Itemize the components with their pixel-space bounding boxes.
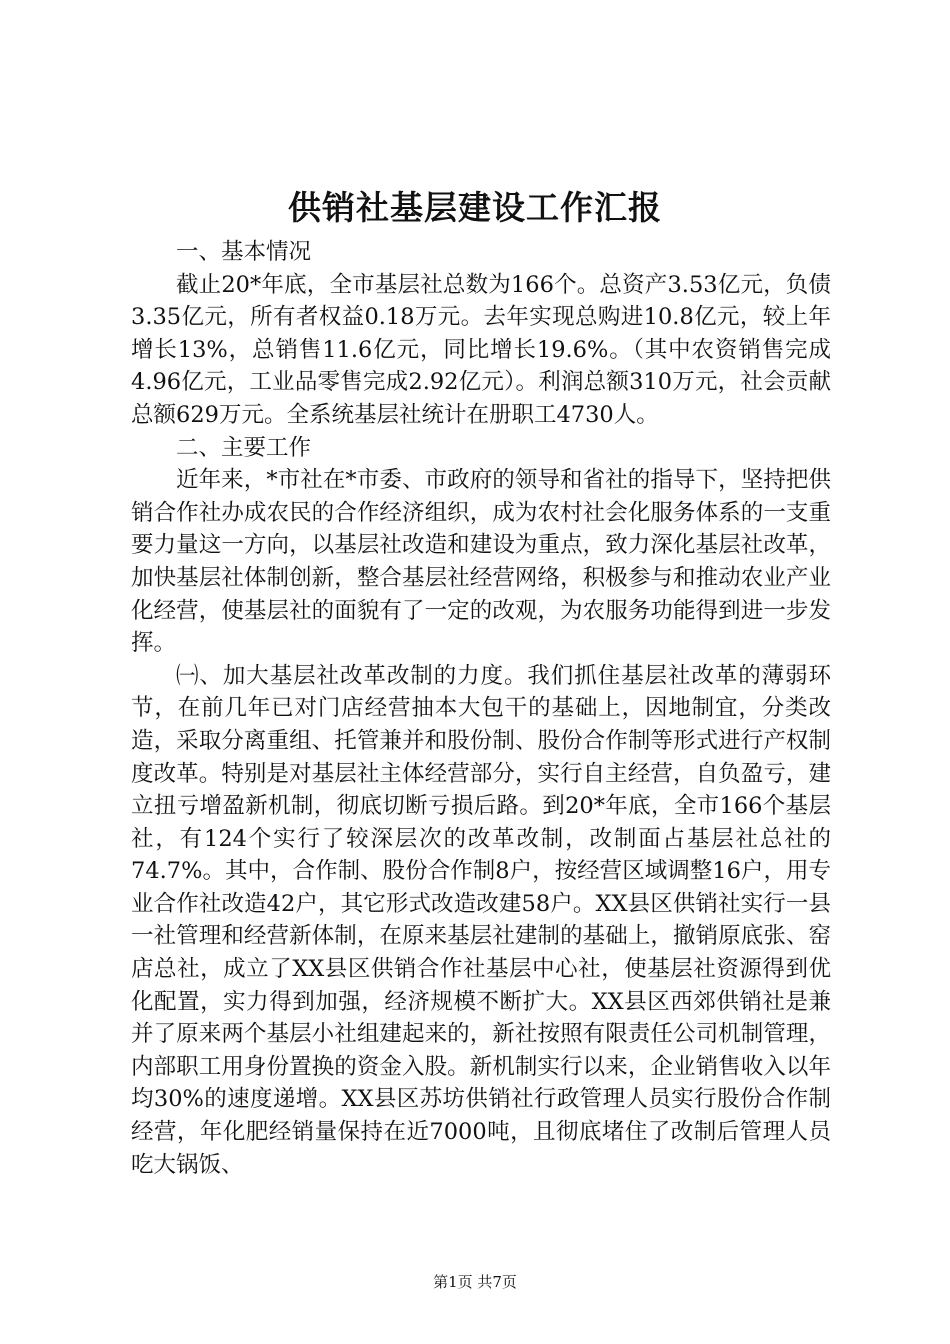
document-title: 供销社基层建设工作汇报	[288, 188, 662, 227]
section-heading-main-work: 二、主要工作	[176, 434, 312, 461]
document-body	[131, 236, 831, 1181]
section-heading-basic-situation: 一、基本情况	[176, 239, 312, 265]
paragraph-basic-situation: 截止20*年底，全市基层社总数为166个。总资产3.53亿元，负债3.35亿元，所有者权益0.18万元。去年实现总购进10.8亿元，较上年增长13%，总销售11.6亿元，同比增长19.6%。（其中农资销售完成4.96亿元，工业品零售完成2.92亿元）。利润总额310万元，社会贡献总额629万元。全系统基层社统计在册职工4730人。	[131, 271, 831, 428]
paragraph-reform: ㈠、加大基层社改革改制的力度。我们抓住基层社改革的薄弱环节，在前几年已对门店经营抽本大包干的基础上，因地制宜，分类改造，采取分离重组、托管兼并和股份制、股份合作制等形式进行产权制度改革。特别是对基层社主体经营部分，实行自主经营，自负盈亏，建立扭亏增盈新机制，彻底切断亏损后路。到20*年底，全市166个基层社，有124个实行了较深层次的改革改制，改制面占基层社总社的74.7%。其中，合作制、股份合作制8户，按经营区域调整16户，用专业合作社改造42户，其它形式改造改建58户。XX县区供销社实行一县一社管理和经营新体制，在原来基层社建制的基础上，撤销原底张、窑店总社，成立了XX县区供销合作社基层中心社，使基层社资源得到优化配置，实力得到加强，经济规模不断扩大。XX县区西郊供销社是兼并了原来两个基层小社组建起来的，新社按照有限责任公司机制管理，内部职工用身份置换的资金入股。新机制实行以来，企业销售收入以年均30%的速度递增。XX县区苏坊供销社行政管理人员实行股份合作制经营，年化肥经销量保持在近7000吨，且彻底堵住了改制后管理人员吃大锅饭、	[131, 662, 831, 1178]
page-footer: 第1页 共7页	[433, 1273, 517, 1291]
paragraph-main-work-intro: 近年来，*市社在*市委、市政府的领导和省社的指导下，坚持把供销合作社办成农民的合作经济组织，成为农村社会化服务体系的一支重要力量这一方向，以基层社改造和建设为重点，致力深化基层社改革，加快基层社体制创新，整合基层社经营网络，积极参与和推动农业产业化经营，使基层社的面貌有了一定的改观，为农服务功能得到进一步发挥。	[131, 467, 831, 657]
